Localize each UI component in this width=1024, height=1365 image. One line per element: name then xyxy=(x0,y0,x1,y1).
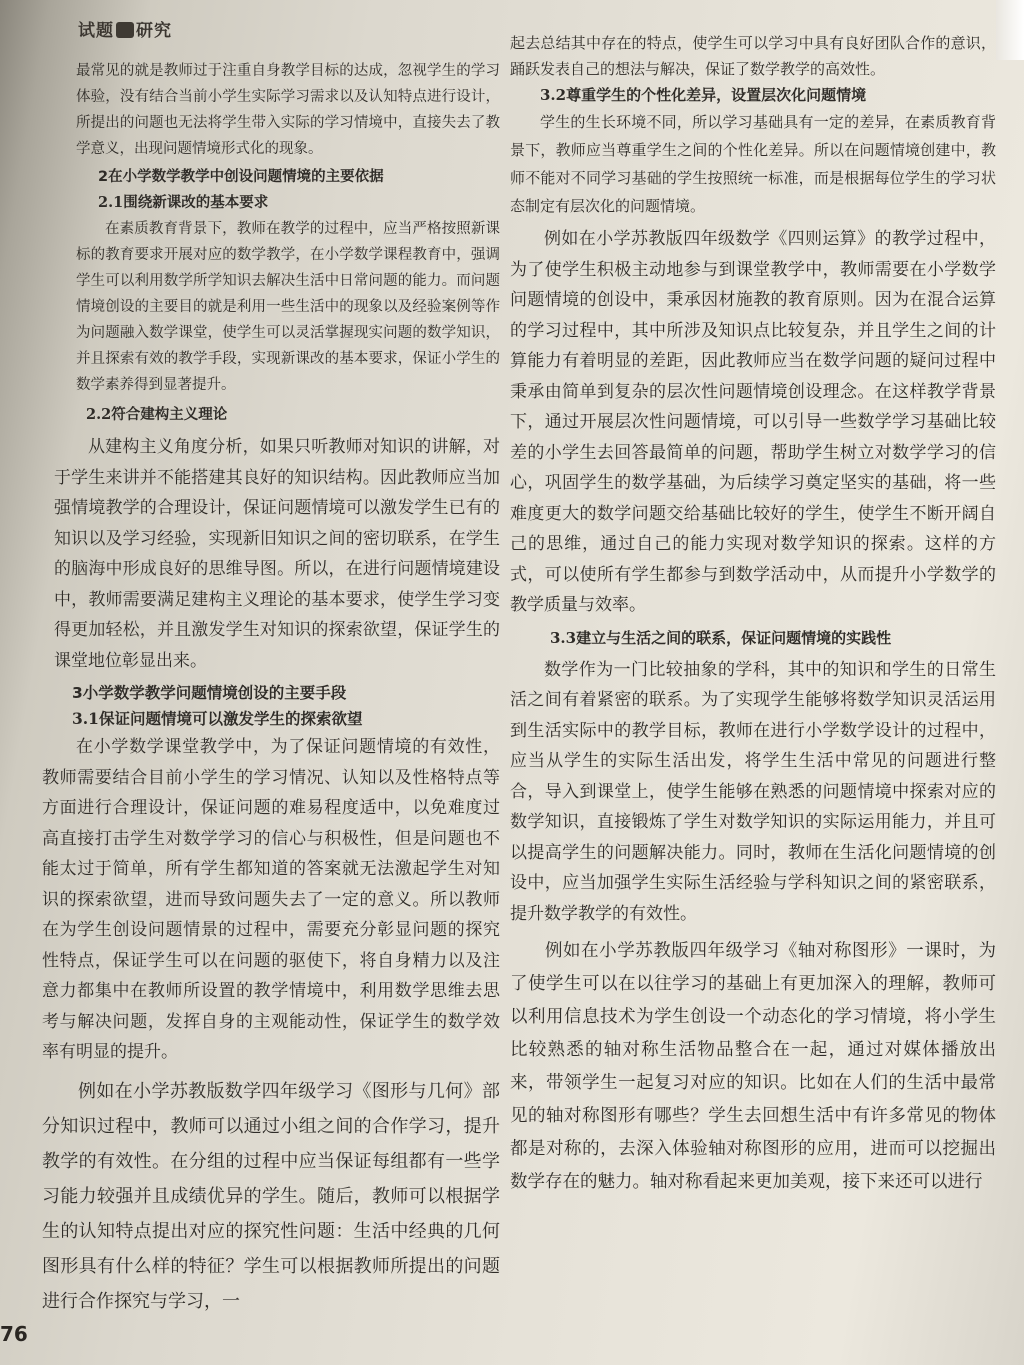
paragraph: 从建构主义角度分析，如果只听教师对知识的讲解，对于学生来讲并不能搭建其良好的知识结构。因此教师应当加强情境教学的合理设计，保证问题情境可以激发学生已有的知识以及学习经验，实现新旧知识之间的密切联系，在学生的脑海中形成良好的思维导图。所以，在进行问题情境建设中，教师需要满足建构主义理论的基本要求，使学生学习变得更加轻松，并且激发学生对知识的探索欲望，保证学生的课堂地位彰显出来。 xyxy=(54,437,500,671)
journal-logo-icon xyxy=(116,22,134,38)
header-title-part2: 研究 xyxy=(136,21,172,41)
left-column xyxy=(42,58,500,1319)
right-column xyxy=(510,30,996,1199)
page-number: 76 xyxy=(0,1322,28,1346)
paragraph: 起去总结其中存在的特点，使学生可以学习中具有良好团队合作的意识，踊跃发表自己的想法与解决，保证了数学教学的高效性。 xyxy=(510,34,996,78)
paragraph: 例如在小学苏教版四年级学习《轴对称图形》一课时，为了使学生可以在以往学习的基础上有更加深入的理解，教师可以利用信息技术为学生创设一个动态化的学习情境，将小学生比较熟悉的轴对称生活物品整合在一起，通过对媒体播放出来，带领学生一起复习对应的知识。比如在人们的生活中最常见的轴对称图形有哪些？学生去回想生活中有许多常见的物体都是对称的，去深入体验轴对称图形的应用，进而可以挖掘出数学存在的魅力。轴对称看起来更加美观，接下来还可以进行 xyxy=(510,941,996,1192)
paragraph: 最常见的就是教师过于注重自身教学目标的达成，忽视学生的学习体验，没有结合当前小学生实际学习需求以及认知特点进行设计，所提出的问题也无法将学生带入实际的学习情境中，直接失去了教学意义，出现问题情境形式化的现象。 xyxy=(76,63,500,157)
subsection-heading: 3.3建立与生活之间的联系，保证问题情境的实践性 xyxy=(550,628,892,647)
paragraph: 例如在小学苏教版数学四年级学习《图形与几何》部分知识过程中，教师可以通过小组之间的合作学习，提升教学的有效性。在分组的过程中应当保证每组都有一些学习能力较强并且成绩优异的学生。随后，教师可以根据学生的认知特点提出对应的探究性问题：生活中经典的几何图形具有什么样的特征？学生可以根据教师所提出的问题进行合作探究与学习，一 xyxy=(42,1080,500,1312)
paragraph: 在素质教育背景下，教师在教学的过程中，应当严格按照新课标的教育要求开展对应的数学教学，在小学数学课程教育中，强调学生可以利用数学所学知识去解决生活中日常问题的能力。而问题情境创设的主要目的就是利用一些生活中的现象以及经验案例等作为问题融入数学课堂，使学生可以灵活掌握现实问题的数学知识，并且探索有效的教学手段，实现新课改的基本要求，保证小学生的数学素养得到显著提升。 xyxy=(76,221,500,393)
paragraph: 在小学数学课堂教学中，为了保证问题情境的有效性，教师需要结合目前小学生的学习情况、认知以及性格特点等方面进行合理设计，保证问题的难易程度适中，以免难度过高直接打击学生对数学学习的信心与积极性，但是问题也不能太过于简单，所有学生都知道的答案就无法激起学生对知识的探索欲望，进而导致问题失去了一定的意义。所以教师在为学生创设问题情景的过程中，需要充分彰显问题的探究性特点，保证学生可以在问题的驱使下，将自身精力以及注意力都集中在教师所设置的教学情境中，利用数学思维去思考与解决问题，发挥自身的主观能动性，保证学生的数学效率有明显的提升。 xyxy=(42,737,500,1062)
page-edge xyxy=(996,0,1024,60)
paragraph: 例如在小学苏教版四年级数学《四则运算》的教学过程中，为了使学生积极主动地参与到课堂教学中，教师需要在小学数学问题情境的创设中，秉承因材施教的教育原则。因为在混合运算的学习过程中，其中所涉及知识点比较复杂，并且学生之间的计算能力有着明显的差距，因此教师应当在数学问题的疑问过程中秉承由简单到复杂的层次性问题情境创设理念。在这样教学背景下，通过开展层次性问题情境，可以引导一些数学学习基础比较差的小学生去回答最简单的问题，帮助学生树立对数学学习的信心，巩固学生的数学基础，为后续学习奠定坚实的基础，将一些难度更大的数学问题交给基础比较好的学生，使学生不断开阔自己的思维，通过自己的能力实现对数学知识的探索。这样的方式，可以使所有学生都参与到数学活动中，从而提升小学数学的教学质量与效率。 xyxy=(510,229,996,615)
subsection-heading: 3.1保证问题情境可以激发学生的探索欲望 xyxy=(72,709,363,728)
subsection-heading: 2.2符合建构主义理论 xyxy=(86,406,228,423)
subsection-heading: 3.2尊重学生的个性化差异，设置层次化问题情境 xyxy=(540,86,867,104)
section-heading: 3小学数学教学问题情境创设的主要手段 xyxy=(72,684,347,702)
paragraph: 学生的生长环境不同，所以学习基础具有一定的差异，在素质教育背景下，教师应当尊重学生之间的个性化差异。所以在问题情境创建中，教师不能对不同学习基础的学生按照统一标准，而是根据每位学生的学习状态制定有层次化的问题情境。 xyxy=(510,113,996,215)
running-header xyxy=(78,16,172,41)
paragraph: 数学作为一门比较抽象的学科，其中的知识和学生的日常生活之间有着紧密的联系。为了实现学生能够将数学知识灵活运用到生活实际中的教学目标，教师在进行小学数学设计的过程中，应当从学生的实际生活出发，将学生生活中常见的问题进行整合，导入到课堂上，使学生能够在熟悉的问题情境中探索对应的数学知识，直接锻炼了学生对数学知识的实际运用能力，并且可以提高学生的问题解决能力。同时，教师在生活化问题情境的创设中，应当加强学生实际生活经验与学科知识之间的紧密联系，提升数学教学的有效性。 xyxy=(510,659,996,924)
header-title-part1: 试题 xyxy=(78,21,114,41)
subsection-heading: 2.1围绕新课改的基本要求 xyxy=(98,194,269,211)
section-heading: 2在小学数学教学中创设问题情境的主要依据 xyxy=(98,169,384,185)
